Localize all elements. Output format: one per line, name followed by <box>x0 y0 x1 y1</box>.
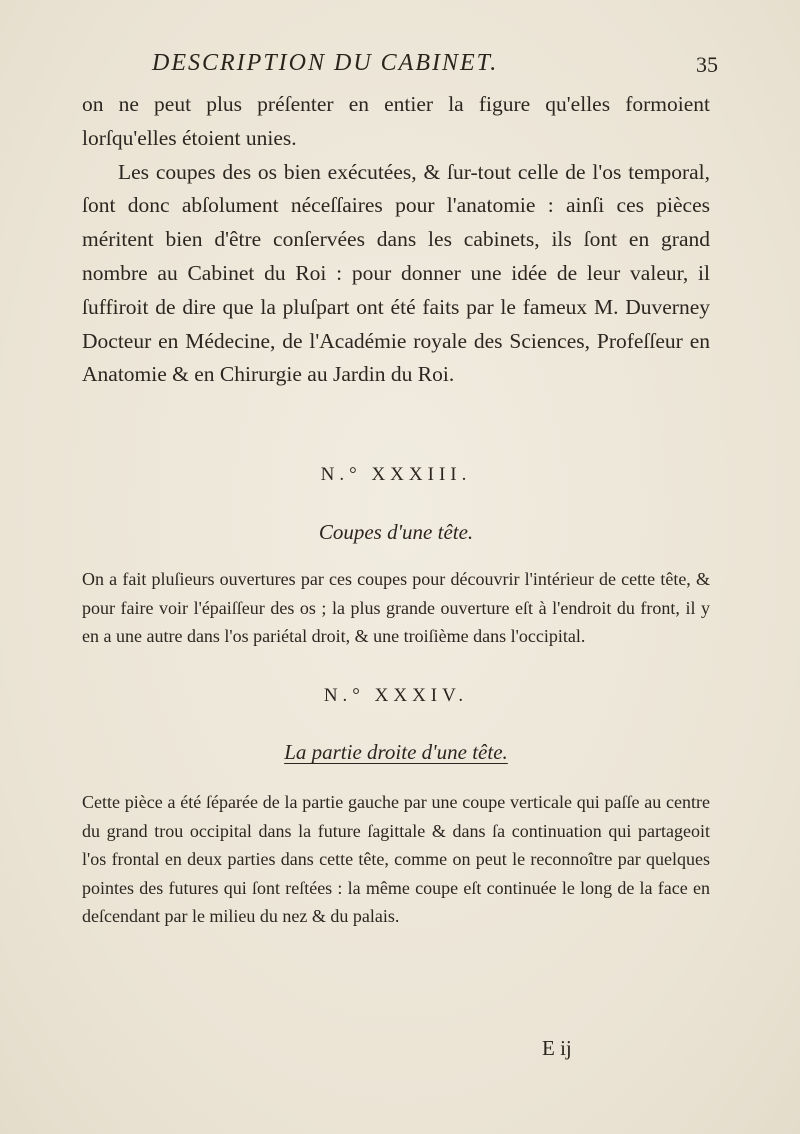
entry-title-34 <box>82 740 710 765</box>
running-title: DESCRIPTION DU CABINET. <box>152 50 499 76</box>
entry-number-34: N.° XXXIV. <box>323 685 469 706</box>
entry-paragraph-34: Cette pièce a été ſéparée de la partie gauche par une coupe verticale qui paſſe au centre du grand trou occipital dans la future ſagittale & dans ſa continuation qui partageoit l'os frontal en deux parties dans cette tête, comme on peut le reconnoître par quelques pointes des futures qui ſont reſtées : la même coupe eſt continuée le long de la face en deſcendant par le milieu du nez & du palais. <box>82 792 710 927</box>
entry-paragraph-33: On a fait pluſieurs ouvertures par ces coupes pour découvrir l'intérieur de cette tête, & pour faire voir l'épaiſſeur des os ; la plus grande ouverture eſt à l'endroit du front, il y en a une autre dans l'os pariétal droit, & une troiſième dans l'occipital. <box>82 569 710 647</box>
entry-title-34-text: La partie droite d'une tête. <box>284 740 508 764</box>
intro-paragraph-2: Les coupes des os bien exécutées, & ſur-tout celle de l'os temporal, ſont donc abſolument néceſſaires pour l'anatomie : ainſi ces pièces méritent bien d'être conſervées dans les cabinets, ils ſont en grand nombre au Cabinet du Roi : pour donner une idée de leur valeur, il ſuffiroit de dire que la pluſpart ont été faits par le fameux M. Duverney Docteur en Médecine, de l'Académie royale des Sciences, Profeſſeur en Anatomie & en Chirurgie au Jardin du Roi. <box>82 159 710 387</box>
entry-text-33 <box>82 565 710 651</box>
entry-title-33: Coupes d'une tête. <box>318 520 474 544</box>
intro-paragraph-1: on ne peut plus préſenter en entier la figure qu'elles formoient lorſqu'elles étoient unies. <box>82 92 710 150</box>
running-head <box>100 50 730 90</box>
signature-mark: E ij <box>542 1036 572 1060</box>
entry-number-33: N.° XXXIII. <box>320 464 472 485</box>
page-number: 35 <box>696 52 718 77</box>
intro-text <box>82 88 710 392</box>
entry-text-34 <box>82 788 710 931</box>
